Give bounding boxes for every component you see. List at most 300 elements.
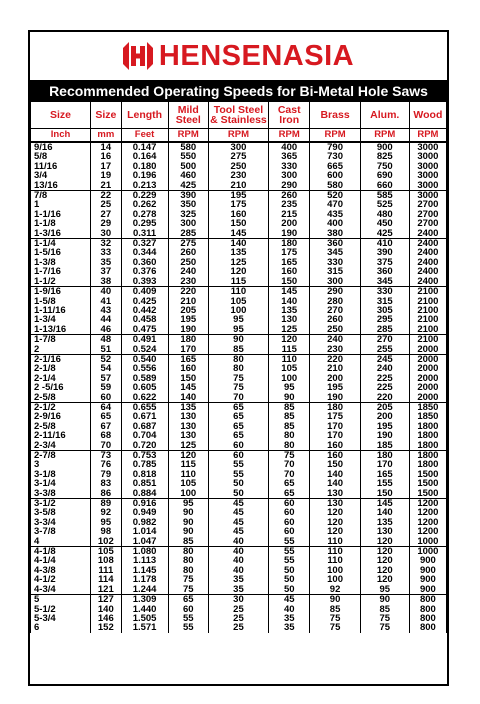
table-cell: 245 xyxy=(360,354,409,364)
table-cell: 1.047 xyxy=(121,537,168,547)
table-cell: 60 xyxy=(208,451,268,461)
table-cell: 90 xyxy=(208,335,268,345)
table-cell: 120 xyxy=(310,508,360,517)
table-row xyxy=(31,605,447,614)
table-cell: 50 xyxy=(268,575,309,584)
table-row xyxy=(31,248,447,257)
table-cell: 105 xyxy=(168,479,208,488)
table-cell: 114 xyxy=(91,575,122,584)
table-cell: 65 xyxy=(208,431,268,440)
table-row xyxy=(31,306,447,315)
table-cell: 330 xyxy=(310,258,360,267)
table-cell: 67 xyxy=(91,422,122,431)
table-cell: 2 -5/16 xyxy=(31,383,91,392)
table-cell: 105 xyxy=(91,547,122,557)
table-row xyxy=(31,575,447,584)
table-row xyxy=(31,315,447,324)
table-cell: 160 xyxy=(268,267,309,276)
table-cell: 140 xyxy=(208,239,268,249)
table-cell: 108 xyxy=(91,556,122,565)
table-cell: 2400 xyxy=(409,239,446,249)
table-cell: 800 xyxy=(409,623,446,632)
table-cell: 75 xyxy=(168,585,208,595)
table-cell: 230 xyxy=(168,277,208,287)
table-cell: 110 xyxy=(208,287,268,297)
table-cell: 0.916 xyxy=(121,499,168,509)
table-cell: 1000 xyxy=(409,547,446,557)
table-row xyxy=(31,383,447,392)
table-cell: 2100 xyxy=(409,315,446,324)
table-cell: 75 xyxy=(360,623,409,632)
column-unit: RPM xyxy=(409,129,446,143)
table-cell: 5-1/2 xyxy=(31,605,91,614)
table-cell: 16 xyxy=(91,152,122,161)
table-cell: 83 xyxy=(91,479,122,488)
table-cell: 275 xyxy=(168,239,208,249)
table-cell: 9/16 xyxy=(31,142,91,152)
table-cell: 85 xyxy=(268,412,309,421)
table-cell: 2-3/4 xyxy=(31,441,91,451)
table-cell: 0.605 xyxy=(121,383,168,392)
table-cell: 3-3/4 xyxy=(31,518,91,527)
column-unit: RPM xyxy=(268,129,309,143)
table-cell: 1000 xyxy=(409,537,446,547)
header-row xyxy=(31,102,447,129)
table-cell: 290 xyxy=(310,287,360,297)
table-cell: 89 xyxy=(91,499,122,509)
column-unit: RPM xyxy=(208,129,268,143)
table-cell: 525 xyxy=(360,200,409,209)
table-cell: 150 xyxy=(208,219,268,228)
table-cell: 85 xyxy=(268,422,309,431)
table-cell: 11/16 xyxy=(31,162,91,171)
column-header: Length xyxy=(121,102,168,129)
table-cell: 145 xyxy=(168,383,208,392)
table-cell: 0.425 xyxy=(121,297,168,306)
table-cell: 2700 xyxy=(409,200,446,209)
table-cell: 580 xyxy=(168,142,208,152)
table-cell: 1-1/2 xyxy=(31,277,91,287)
table-cell: 315 xyxy=(310,267,360,276)
table-cell: 0.687 xyxy=(121,422,168,431)
table-cell: 80 xyxy=(168,547,208,557)
table-cell: 2100 xyxy=(409,335,446,345)
table-cell: 220 xyxy=(168,287,208,297)
table-cell: 50 xyxy=(268,585,309,595)
table-cell: 1200 xyxy=(409,527,446,536)
column-unit: RPM xyxy=(310,129,360,143)
table-cell: 1-7/16 xyxy=(31,267,91,276)
table-cell: 195 xyxy=(310,383,360,392)
table-cell: 500 xyxy=(168,162,208,171)
table-row xyxy=(31,239,447,249)
table-cell: 146 xyxy=(91,614,122,623)
table-cell: 120 xyxy=(268,335,309,345)
table-cell: 730 xyxy=(310,152,360,161)
brand-header xyxy=(30,32,447,80)
table-cell: 21 xyxy=(91,181,122,191)
table-cell: 3-1/4 xyxy=(31,479,91,488)
table-row xyxy=(31,508,447,517)
table-cell: 900 xyxy=(409,556,446,565)
table-cell: 25 xyxy=(91,200,122,209)
table-cell: 14 xyxy=(91,142,122,152)
table-cell: 380 xyxy=(310,229,360,239)
table-cell: 360 xyxy=(310,239,360,249)
table-cell: 160 xyxy=(310,451,360,461)
table-cell: 2100 xyxy=(409,325,446,335)
table-cell: 2-1/8 xyxy=(31,364,91,373)
table-cell: 190 xyxy=(360,431,409,440)
table-cell: 550 xyxy=(168,152,208,161)
table-cell: 86 xyxy=(91,489,122,499)
table-cell: 1-1/4 xyxy=(31,239,91,249)
table-cell: 45 xyxy=(208,508,268,517)
table-cell: 375 xyxy=(360,258,409,267)
table-cell: 280 xyxy=(310,297,360,306)
column-header: Alum. xyxy=(360,102,409,129)
table-cell: 90 xyxy=(168,508,208,517)
table-cell: 65 xyxy=(91,412,122,421)
table-cell: 165 xyxy=(168,354,208,364)
table-cell: 2400 xyxy=(409,258,446,267)
table-cell: 1850 xyxy=(409,412,446,421)
table-cell: 98 xyxy=(91,527,122,536)
table-cell: 0.949 xyxy=(121,508,168,517)
table-cell: 180 xyxy=(268,239,309,249)
table-cell: 100 xyxy=(310,566,360,575)
table-cell: 3000 xyxy=(409,142,446,152)
table-cell: 75 xyxy=(310,623,360,632)
table-cell: 200 xyxy=(310,374,360,383)
table-cell: 2100 xyxy=(409,287,446,297)
table-row xyxy=(31,441,447,451)
table-row xyxy=(31,181,447,191)
table-cell: 85 xyxy=(168,537,208,547)
table-cell: 85 xyxy=(310,605,360,614)
table-cell: 145 xyxy=(268,287,309,297)
table-cell: 1-5/8 xyxy=(31,297,91,306)
table-cell: 1.505 xyxy=(121,614,168,623)
table-cell: 410 xyxy=(360,239,409,249)
table-cell: 1500 xyxy=(409,470,446,479)
table-cell: 195 xyxy=(168,315,208,324)
table-cell: 120 xyxy=(360,566,409,575)
table-cell: 35 xyxy=(208,585,268,595)
table-cell: 400 xyxy=(310,219,360,228)
table-cell: 3/4 xyxy=(31,171,91,180)
table-cell: 3000 xyxy=(409,171,446,180)
table-cell: 3-5/8 xyxy=(31,508,91,517)
table-cell: 17 xyxy=(91,162,122,171)
table-cell: 1-5/16 xyxy=(31,248,91,257)
units-row xyxy=(31,129,447,143)
table-cell: 27 xyxy=(91,210,122,219)
table-cell: 60 xyxy=(208,441,268,451)
table-cell: 5-3/4 xyxy=(31,614,91,623)
table-cell: 4-1/4 xyxy=(31,556,91,565)
table-cell: 0.311 xyxy=(121,229,168,239)
table-cell: 1.571 xyxy=(121,623,168,632)
table-cell: 40 xyxy=(208,537,268,547)
column-unit: RPM xyxy=(360,129,409,143)
table-cell: 120 xyxy=(310,527,360,536)
table-cell: 100 xyxy=(208,306,268,315)
table-row xyxy=(31,470,447,479)
table-cell: 0.475 xyxy=(121,325,168,335)
table-cell: 210 xyxy=(168,297,208,306)
table-cell: 180 xyxy=(360,451,409,461)
table-cell: 95 xyxy=(168,499,208,509)
table-row xyxy=(31,354,447,364)
table-cell: 2000 xyxy=(409,345,446,355)
table-cell: 35 xyxy=(208,575,268,584)
table-cell: 65 xyxy=(208,412,268,421)
table-cell: 285 xyxy=(168,229,208,239)
table-row xyxy=(31,527,447,536)
table-cell: 135 xyxy=(168,402,208,412)
table-cell: 0.393 xyxy=(121,277,168,287)
table-cell: 35 xyxy=(268,614,309,623)
table-cell: 2-11/16 xyxy=(31,431,91,440)
table-cell: 1.178 xyxy=(121,575,168,584)
table-cell: 40 xyxy=(208,566,268,575)
table-cell: 0.327 xyxy=(121,239,168,249)
table-row xyxy=(31,402,447,412)
table-cell: 1-1/16 xyxy=(31,210,91,219)
table-cell: 250 xyxy=(168,258,208,267)
table-cell: 0.442 xyxy=(121,306,168,315)
table-cell: 90 xyxy=(168,518,208,527)
table-cell: 45 xyxy=(208,499,268,509)
table-cell: 470 xyxy=(310,200,360,209)
table-cell: 140 xyxy=(310,470,360,479)
table-cell: 70 xyxy=(268,470,309,479)
table-cell: 25 xyxy=(208,605,268,614)
table-cell: 0.196 xyxy=(121,171,168,180)
table-cell: 425 xyxy=(360,229,409,239)
table-row xyxy=(31,374,447,383)
table-cell: 2-7/8 xyxy=(31,451,91,461)
table-cell: 1-9/16 xyxy=(31,287,91,297)
table-cell: 60 xyxy=(91,393,122,403)
table-cell: 1500 xyxy=(409,489,446,499)
table-cell: 170 xyxy=(310,431,360,440)
table-cell: 55 xyxy=(208,470,268,479)
table-cell: 95 xyxy=(91,518,122,527)
table-cell: 80 xyxy=(268,441,309,451)
table-cell: 130 xyxy=(168,431,208,440)
table-cell: 45 xyxy=(268,595,309,605)
table-cell: 51 xyxy=(91,345,122,355)
table-row xyxy=(31,219,447,228)
table-cell: 1.080 xyxy=(121,547,168,557)
table-cell: 1800 xyxy=(409,460,446,469)
table-cell: 120 xyxy=(360,537,409,547)
table-cell: 2700 xyxy=(409,219,446,228)
table-cell: 330 xyxy=(268,162,309,171)
table-cell: 520 xyxy=(310,191,360,201)
table-cell: 275 xyxy=(208,152,268,161)
table-cell: 900 xyxy=(409,566,446,575)
table-cell: 65 xyxy=(268,479,309,488)
table-cell: 160 xyxy=(168,364,208,373)
table-cell: 4-3/8 xyxy=(31,566,91,575)
table-cell: 175 xyxy=(268,248,309,257)
table-cell: 1-13/16 xyxy=(31,325,91,335)
h-logo-icon xyxy=(123,42,153,70)
table-cell: 0.556 xyxy=(121,364,168,373)
table-cell: 2-1/4 xyxy=(31,374,91,383)
table-cell: 55 xyxy=(168,623,208,632)
table-cell: 1800 xyxy=(409,451,446,461)
table-cell: 600 xyxy=(310,171,360,180)
table-row xyxy=(31,162,447,171)
table-cell: 0.491 xyxy=(121,335,168,345)
table-cell: 2100 xyxy=(409,297,446,306)
table-cell: 180 xyxy=(310,402,360,412)
table-cell: 1200 xyxy=(409,499,446,509)
column-unit: Feet xyxy=(121,129,168,143)
table-cell: 30 xyxy=(91,229,122,239)
table-cell: 60 xyxy=(268,508,309,517)
table-cell: 240 xyxy=(168,267,208,276)
table-cell: 435 xyxy=(310,210,360,219)
table-cell: 0.524 xyxy=(121,345,168,355)
table-cell: 115 xyxy=(208,277,268,287)
table-cell: 790 xyxy=(310,142,360,152)
table-cell: 135 xyxy=(268,306,309,315)
table-cell: 85 xyxy=(208,345,268,355)
table-cell: 76 xyxy=(91,460,122,469)
table-cell: 220 xyxy=(360,393,409,403)
table-cell: 300 xyxy=(268,171,309,180)
table-cell: 73 xyxy=(91,451,122,461)
table-cell: 7/8 xyxy=(31,191,91,201)
table-cell: 95 xyxy=(208,315,268,324)
table-cell: 390 xyxy=(360,248,409,257)
table-cell: 135 xyxy=(360,518,409,527)
table-cell: 45 xyxy=(208,527,268,536)
table-row xyxy=(31,431,447,440)
table-row xyxy=(31,412,447,421)
table-cell: 170 xyxy=(310,422,360,431)
table-row xyxy=(31,518,447,527)
table-cell: 230 xyxy=(310,345,360,355)
table-cell: 665 xyxy=(310,162,360,171)
table-cell: 1200 xyxy=(409,508,446,517)
table-cell: 150 xyxy=(360,489,409,499)
table-row xyxy=(31,422,447,431)
table-cell: 1-7/8 xyxy=(31,335,91,345)
table-cell: 0.229 xyxy=(121,191,168,201)
table-cell: 210 xyxy=(310,364,360,373)
table-cell: 120 xyxy=(310,518,360,527)
table-cell: 152 xyxy=(91,623,122,632)
table-cell: 305 xyxy=(360,306,409,315)
table-cell: 250 xyxy=(310,325,360,335)
table-cell: 800 xyxy=(409,614,446,623)
table-cell: 55 xyxy=(268,537,309,547)
column-header: Size xyxy=(91,102,122,129)
table-cell: 32 xyxy=(91,239,122,249)
table-cell: 4-1/8 xyxy=(31,547,91,557)
table-row xyxy=(31,566,447,575)
table-cell: 255 xyxy=(360,345,409,355)
table-row xyxy=(31,595,447,605)
table-cell: 230 xyxy=(208,171,268,180)
table-cell: 2000 xyxy=(409,374,446,383)
table-cell: 2-9/16 xyxy=(31,412,91,421)
table-cell: 165 xyxy=(360,470,409,479)
table-cell: 0.164 xyxy=(121,152,168,161)
table-cell: 1.014 xyxy=(121,527,168,536)
table-cell: 0.278 xyxy=(121,210,168,219)
table-cell: 800 xyxy=(409,605,446,614)
table-cell: 1.309 xyxy=(121,595,168,605)
table-cell: 260 xyxy=(268,191,309,201)
table-row xyxy=(31,623,447,632)
table-cell: 130 xyxy=(310,499,360,509)
table-cell: 1.145 xyxy=(121,566,168,575)
table-cell: 215 xyxy=(268,210,309,219)
table-cell: 75 xyxy=(168,575,208,584)
table-cell: 390 xyxy=(168,191,208,201)
table-cell: 55 xyxy=(268,556,309,565)
table-cell: 110 xyxy=(310,537,360,547)
table-cell: 145 xyxy=(360,499,409,509)
table-cell: 80 xyxy=(208,364,268,373)
table-cell: 1-3/16 xyxy=(31,229,91,239)
table-cell: 0.213 xyxy=(121,181,168,191)
table-cell: 205 xyxy=(360,402,409,412)
table-row xyxy=(31,499,447,509)
table-cell: 80 xyxy=(268,431,309,440)
table-cell: 0.409 xyxy=(121,287,168,297)
table-cell: 120 xyxy=(360,575,409,584)
table-cell: 55 xyxy=(268,547,309,557)
table-cell: 90 xyxy=(168,527,208,536)
table-cell: 2100 xyxy=(409,306,446,315)
table-cell: 425 xyxy=(168,181,208,191)
table-row xyxy=(31,229,447,239)
table-cell: 70 xyxy=(268,460,309,469)
table-cell: 3-1/8 xyxy=(31,470,91,479)
table-row xyxy=(31,585,447,595)
table-cell: 68 xyxy=(91,431,122,440)
table-cell: 240 xyxy=(310,335,360,345)
column-unit: Inch xyxy=(31,129,91,143)
table-cell: 30 xyxy=(208,595,268,605)
table-cell: 0.295 xyxy=(121,219,168,228)
table-cell: 160 xyxy=(208,210,268,219)
table-row xyxy=(31,191,447,201)
table-cell: 70 xyxy=(208,393,268,403)
table-row xyxy=(31,479,447,488)
table-cell: 225 xyxy=(360,374,409,383)
table-cell: 260 xyxy=(168,248,208,257)
table-cell: 125 xyxy=(168,441,208,451)
table-cell: 48 xyxy=(91,335,122,345)
table-cell: 0.704 xyxy=(121,431,168,440)
table-row xyxy=(31,614,447,623)
table-cell: 120 xyxy=(168,451,208,461)
table-cell: 65 xyxy=(168,595,208,605)
table-cell: 0.622 xyxy=(121,393,168,403)
column-unit: mm xyxy=(91,129,122,143)
table-cell: 825 xyxy=(360,152,409,161)
table-cell: 3000 xyxy=(409,152,446,161)
